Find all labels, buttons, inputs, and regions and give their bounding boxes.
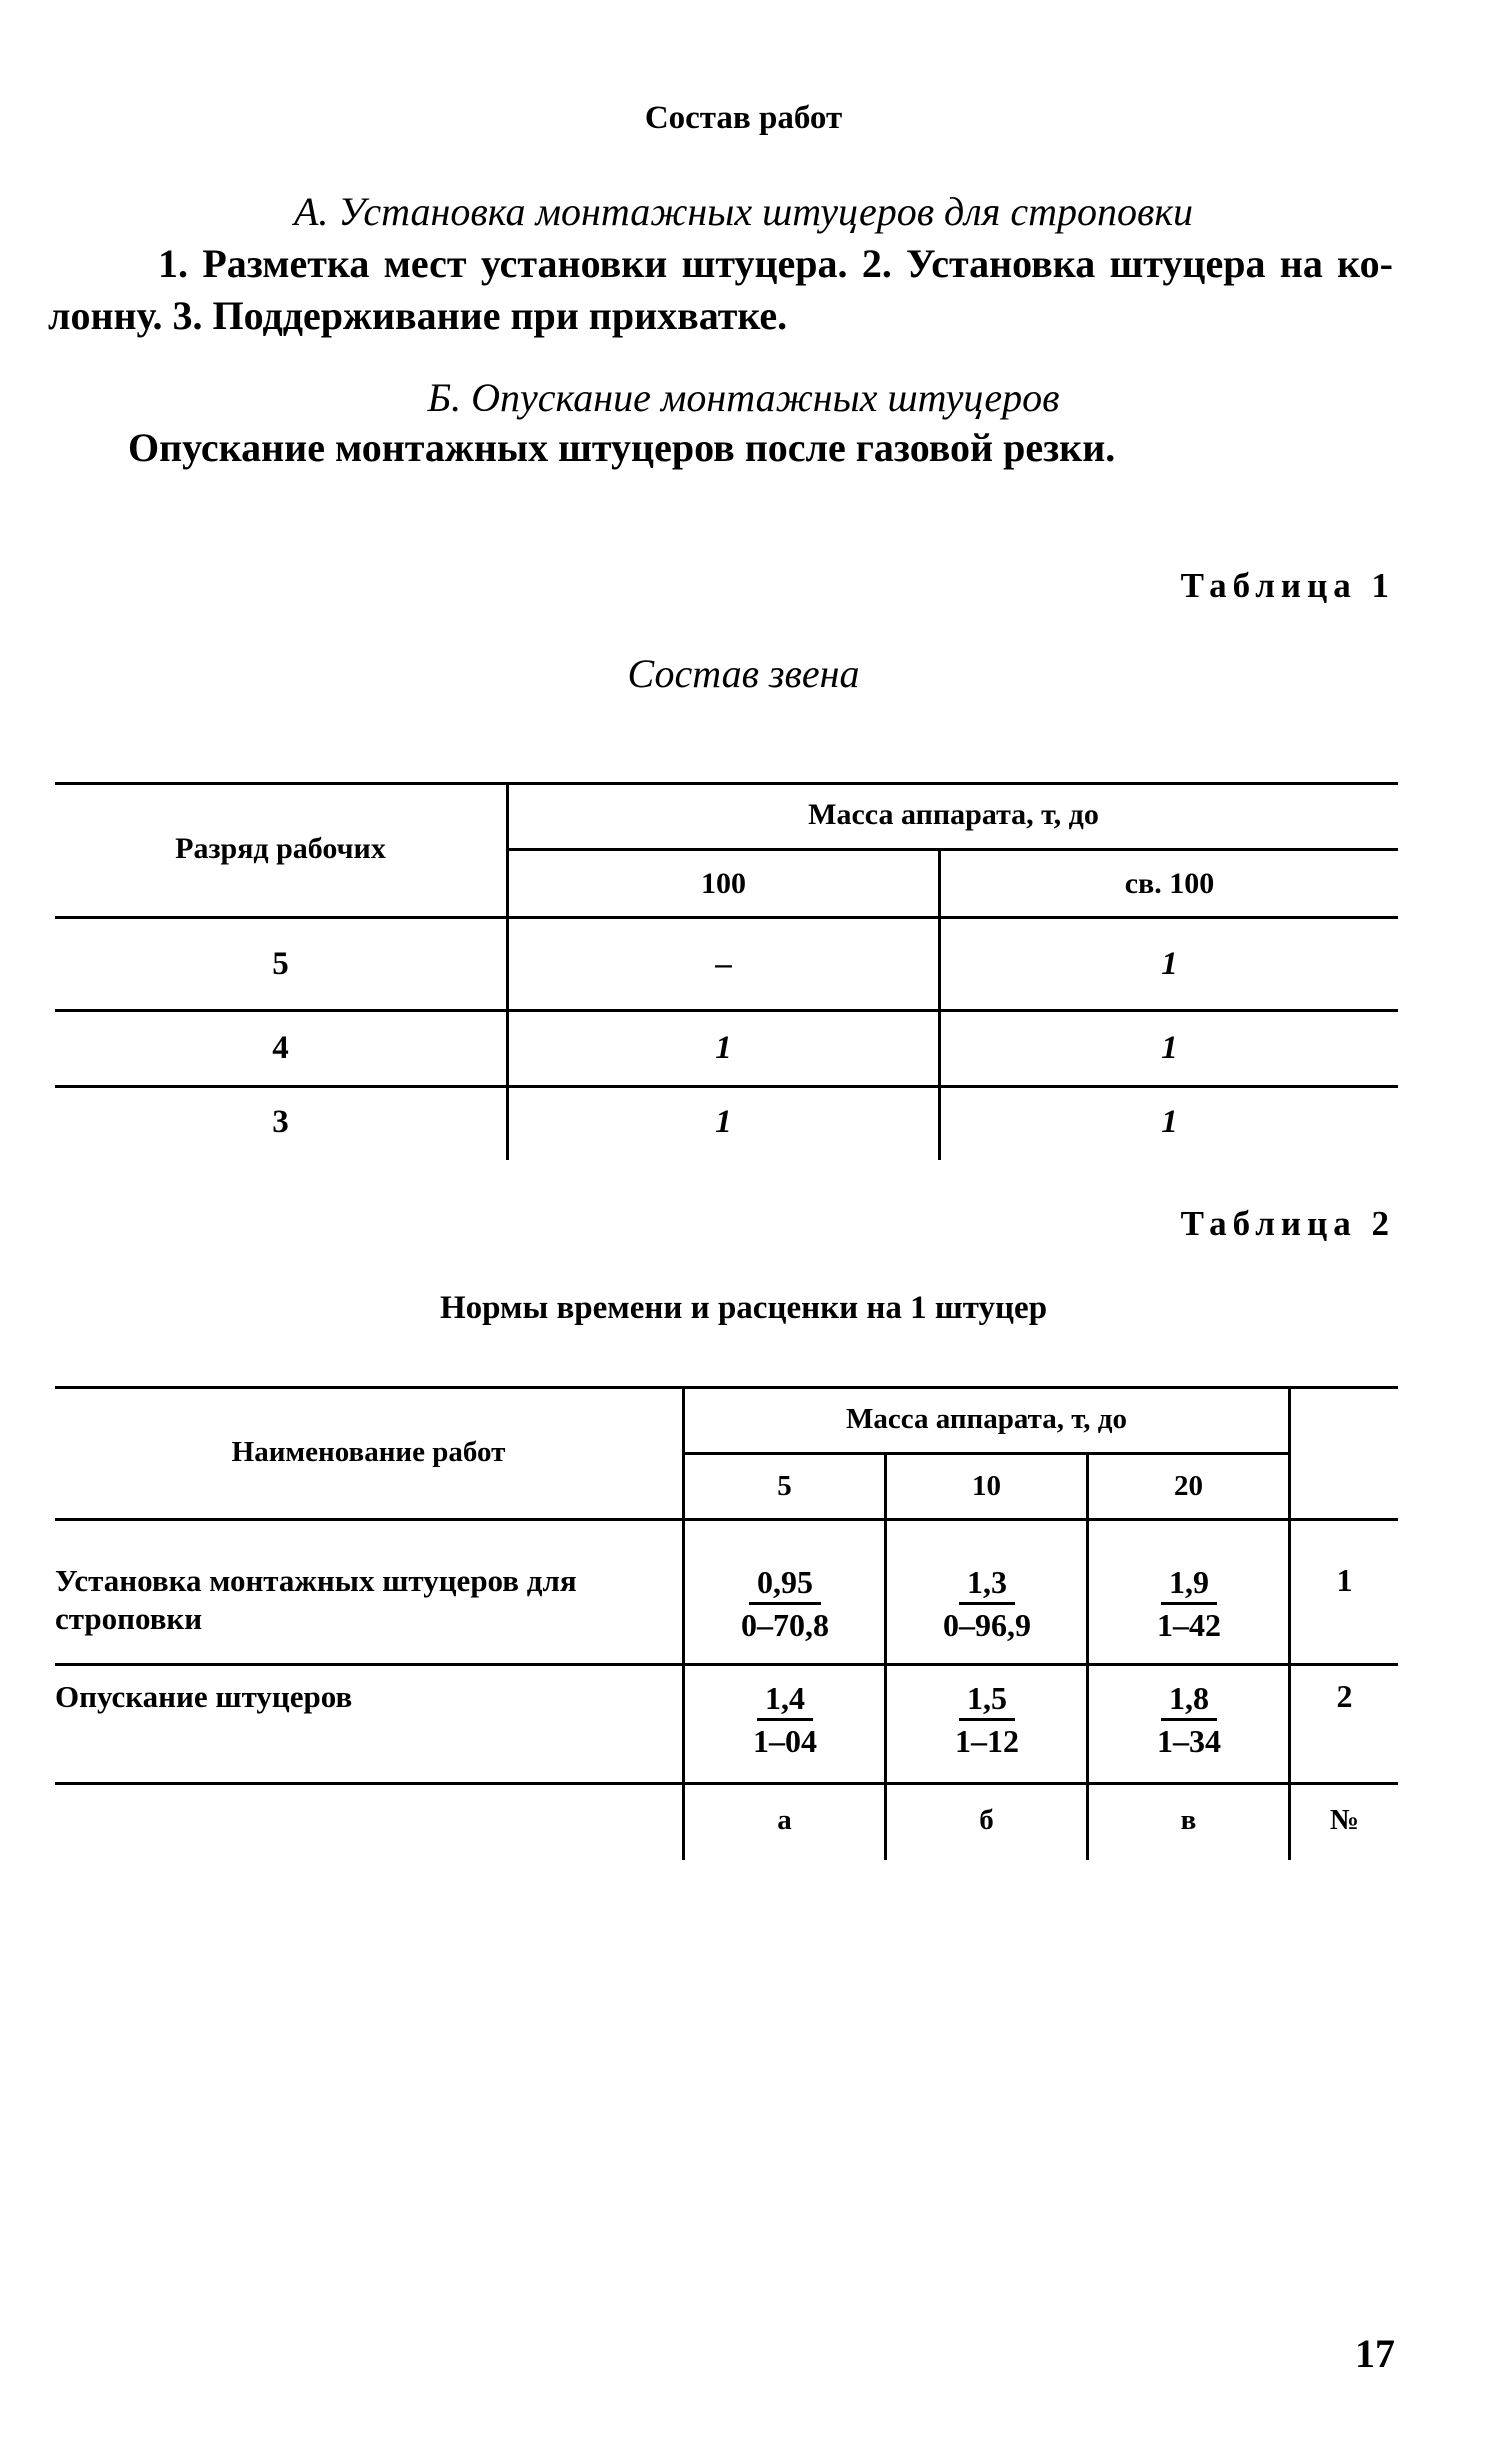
table2-col-header: 5: [777, 1470, 792, 1502]
table1-value-cell: 1: [1161, 1030, 1178, 1066]
table2-col-header: 10: [972, 1470, 1001, 1502]
work-composition-title: Состав работ: [644, 100, 843, 136]
norm-time: 0,95: [749, 1562, 821, 1605]
table1-value-cell: –: [715, 945, 732, 982]
table1-label: Таблица 1: [1180, 566, 1395, 605]
table2-header-mass: Масса аппарата, т, до: [846, 1402, 1127, 1435]
table2-row-number: 2: [1336, 1678, 1353, 1714]
table2-row-number: 1: [1336, 1562, 1353, 1598]
table2-norm-cell: [887, 1562, 1087, 1645]
table1-rank-cell: 5: [272, 945, 289, 982]
table1-value-cell: 1: [715, 1103, 732, 1140]
table2-footer-letter: в: [1180, 1803, 1197, 1836]
table2-header-rule: [55, 1518, 1398, 1521]
table2-norm-cell: [685, 1678, 885, 1761]
norm-time: 1,5: [959, 1678, 1015, 1721]
norm-price: 1–12: [955, 1723, 1019, 1759]
table1-col-header: св. 100: [1124, 866, 1215, 900]
table1-caption: Состав звена: [627, 651, 860, 696]
table1-rank-cell: 3: [272, 1103, 289, 1140]
table2-norm-cell: [685, 1562, 885, 1645]
norm-time: 1,3: [959, 1562, 1015, 1605]
norm-time: 1,9: [1161, 1562, 1217, 1605]
table2-label: Таблица 2: [1180, 1204, 1395, 1243]
table2-col-header: 20: [1174, 1470, 1203, 1502]
table1-rank-cell: 4: [272, 1030, 289, 1066]
section-a-body: [48, 238, 1393, 342]
table1-header-rank: Разряд рабочих: [175, 832, 386, 865]
table2-norm-cell: [887, 1678, 1087, 1761]
norm-price: 1–42: [1157, 1607, 1221, 1643]
section-b-body: Опускание монтажных штуцеров после газовой резки.: [128, 425, 1116, 470]
page-number: 17: [1355, 2331, 1395, 2376]
table2-footer-letter: а: [777, 1803, 792, 1836]
section-a-line-1: 1. Разметка мест установки штуцера. 2. Установка штуцера на ко-: [158, 241, 1393, 286]
section-a-line-2: лонну. 3. Поддерживание при прихватке.: [48, 293, 788, 338]
table1-value-cell: 1: [715, 1030, 732, 1066]
norm-price: 1–34: [1157, 1723, 1221, 1759]
norm-price: 1–04: [753, 1723, 817, 1759]
table1-col-header: 100: [701, 866, 746, 900]
norm-time: 1,8: [1161, 1678, 1217, 1721]
table2-footer-number-label: №: [1329, 1803, 1360, 1836]
table1-value-cell: 1: [1161, 945, 1178, 982]
table2-norm-cell: [1089, 1678, 1289, 1761]
table2-caption: Нормы времени и расценки на 1 штуцер: [439, 1290, 1048, 1326]
table2-header-name: Наименование работ: [231, 1435, 506, 1468]
table2-row-rule: [55, 1663, 1398, 1666]
table2-row-name: Установка монтажных штуцеров для строповки: [55, 1563, 577, 1636]
table2-norm-cell: [1089, 1562, 1289, 1645]
table2-footer-letter: б: [979, 1803, 994, 1836]
norm-price: 0–96,9: [943, 1607, 1031, 1643]
norm-price: 0–70,8: [741, 1607, 829, 1643]
table1-header-mass: Масса аппарата, т, до: [808, 798, 1099, 831]
section-b-title: Б. Опускание монтажных штуцеров: [427, 375, 1060, 420]
section-a-title: А. Установка монтажных штуцеров для строповки: [293, 189, 1194, 234]
table1-value-cell: 1: [1161, 1103, 1178, 1140]
table2-row-name: Опускание штуцеров: [55, 1679, 353, 1714]
norm-time: 1,4: [757, 1678, 813, 1721]
